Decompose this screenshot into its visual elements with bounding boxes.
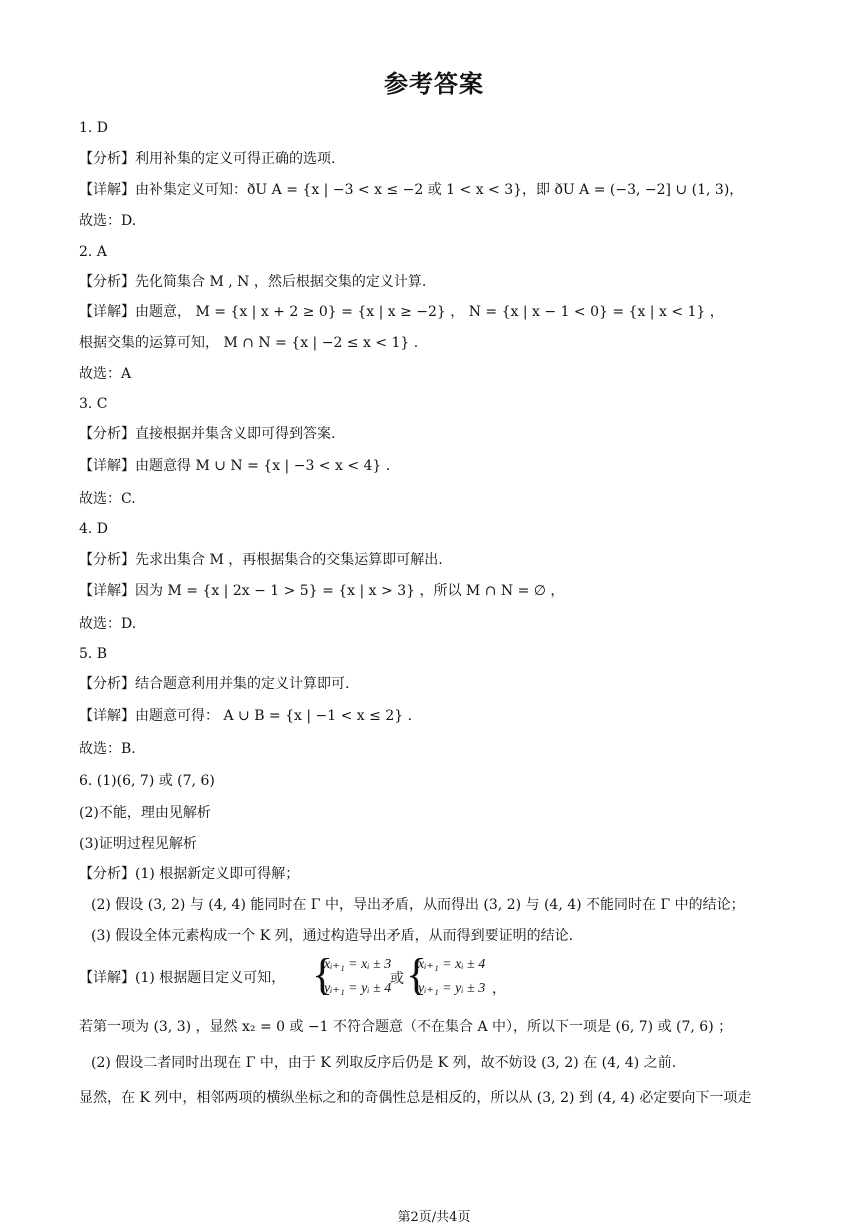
answer-2: 2. A (79, 244, 107, 260)
page-title: 参考答案 (384, 70, 484, 98)
system-row-3: xᵢ₊₁ = xᵢ ± 4 (418, 957, 486, 972)
analysis-2: 【分析】先化简集合 M , N ，然后根据交集的定义计算. (79, 274, 427, 290)
detail-6-4: 显然，在 K 列中，相邻两项的横纵坐标之和的奇偶性总是相反的，所以从 (3, 2) 到 (4, 4) 必定要向下一项走 (79, 1090, 752, 1106)
detail-5: 【详解】由题意可得： A ∪ B = {x | −1 < x ≤ 2} . (79, 708, 413, 724)
equation-system (312, 950, 506, 1000)
left-brace-icon: { (406, 950, 428, 999)
system-row-1: xᵢ₊₁ = xᵢ ± 3 (324, 957, 392, 972)
analysis-5: 【分析】结合题意利用并集的定义计算即可. (79, 676, 350, 692)
analysis-1: 【分析】利用补集的定义可得正确的选项. (79, 151, 336, 167)
detail-2: 【详解】由题意， M = {x | x + 2 ≥ 0} = {x | x ≥ −2} ， N = {x | x − 1 < 0} = {x | x < 1} ， (79, 304, 724, 320)
choice-3: 故选：C. (79, 491, 136, 507)
analysis-4: 【分析】先求出集合 M ，再根据集合的交集运算即可解出. (79, 552, 443, 568)
detail-6-1: 【详解】(1) 根据题目定义可知， (79, 970, 286, 986)
answer-6-2: (2)不能，理由见解析 (79, 805, 211, 821)
system-row-2: yᵢ₊₁ = yᵢ ± 4 (324, 981, 392, 996)
answer-6-1: 6. (1)(6, 7) 或 (7, 6) (79, 773, 215, 789)
analysis-6-2: (2) 假设 (3, 2) 与 (4, 4) 能同时在 Γ 中，导出矛盾，从而得出 (3, 2) 与 (4, 4) 不能同时在 Γ 中的结论； (91, 897, 745, 913)
system-or: 或 (390, 972, 404, 987)
choice-2: 故选：A (79, 366, 132, 382)
answer-6-3: (3)证明过程见解析 (79, 836, 197, 852)
system-end: ， (492, 982, 506, 997)
detail-6-3: (2) 假设二者同时出现在 Γ 中，由于 K 列取反序后仍是 K 列，故不妨设 (3, 2) 在 (4, 4) 之前. (91, 1055, 677, 1071)
answer-3: 3. C (79, 396, 108, 412)
answer-1: 1. D (79, 120, 109, 136)
detail-3: 【详解】由题意得 M ∪ N = {x | −3 < x < 4} . (79, 458, 391, 474)
page-number: 第2页/共4页 (397, 1210, 471, 1225)
detail-1: 【详解】由补集定义可知：ðU A = {x | −3 < x ≤ −2 或 1 < x < 3}，即 ðU A = (−3, −2] ∪ (1, 3)， (79, 182, 744, 198)
detail-2b: 根据交集的运算可知， M ∩ N = {x | −2 ≤ x < 1} . (79, 335, 419, 351)
analysis-6-3: (3) 假设全体元素构成一个 K 列，通过构造导出矛盾，从而得到要证明的结论. (91, 928, 574, 944)
answer-4: 4. D (79, 521, 109, 537)
choice-1: 故选：D. (79, 213, 137, 229)
system-row-4: yᵢ₊₁ = yᵢ ± 3 (418, 981, 486, 996)
detail-6-2: 若第一项为 (3, 3) ，显然 x₂ = 0 或 −1 不符合题意（不在集合 A 中），所以下一项是 (6, 7) 或 (7, 6) ； (79, 1019, 733, 1035)
choice-4: 故选：D. (79, 616, 137, 632)
answer-5: 5. B (79, 646, 108, 662)
left-brace-icon: { (312, 950, 334, 999)
detail-4: 【详解】因为 M = {x | 2x − 1 > 5} = {x | x > 3} ，所以 M ∩ N = ∅ ， (79, 583, 565, 599)
choice-5: 故选：B. (79, 741, 136, 757)
analysis-3: 【分析】直接根据并集含义即可得到答案. (79, 426, 336, 442)
analysis-6-1: 【分析】(1) 根据新定义即可得解； (79, 866, 300, 882)
